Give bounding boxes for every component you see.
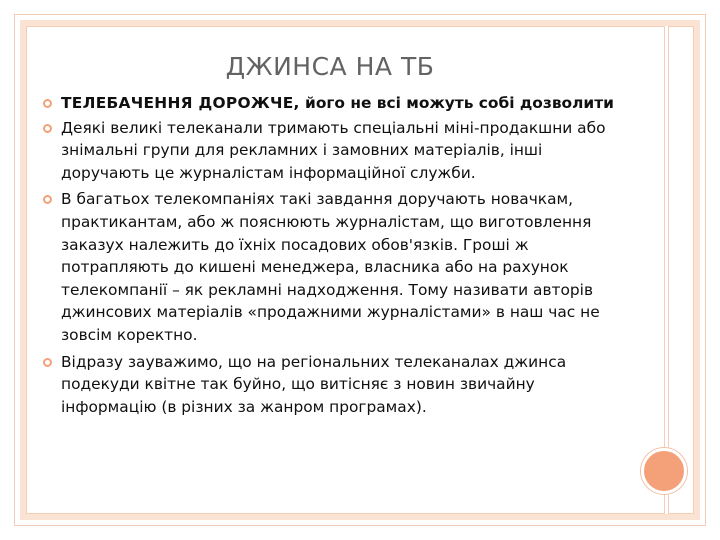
bullet-circle-icon (43, 124, 52, 133)
slide-title: ДЖИНСА НА ТБ (225, 52, 435, 81)
bullet-item-2 (40, 117, 620, 185)
decorative-vertical-rail (664, 26, 669, 514)
bullet-circle-icon (43, 195, 52, 204)
bullet-circle-icon (43, 358, 52, 367)
bullet-item-1 (40, 92, 620, 115)
decorative-circle (641, 448, 687, 494)
bullet-item-4 (40, 351, 620, 419)
bullet-1-lead: ТЕЛЕБАЧЕННЯ ДОРОЖЧЕ, (61, 94, 300, 112)
bullet-list (40, 92, 620, 422)
bullet-3-text: В багатьох телекомпаніях такі завдання доручають новачкам, практикантам, або ж пояснюють журналістам, що виготовлення заказух належить до їхніх посадових обов'язків. Гроші ж потрапляють до кишені менеджера, власника або на рахунок телекомпанії – як рекламні надходження. Тому називати авторів джинсових матеріалів «продажними журналістами» в наш час не зовсім коректно. (61, 190, 600, 344)
bullet-2-text: Деякі великі телеканали тримають спеціальні міні-продакшни або знімальні групи для рекламних і замовних матеріалів, інші доручають це журналістам інформаційної служби. (61, 118, 606, 182)
bullet-1-text: його не всі можуть собі дозволити (299, 94, 614, 112)
bullet-circle-icon (43, 99, 52, 108)
bullet-item-3 (40, 188, 620, 346)
bullet-4-text: Відразу зауважимо, що на регіональних телеканалах джинса подекуди квітне так буйно, що витісняє з новин звичайну інформацію (в різних за жанром програмах). (61, 352, 567, 416)
